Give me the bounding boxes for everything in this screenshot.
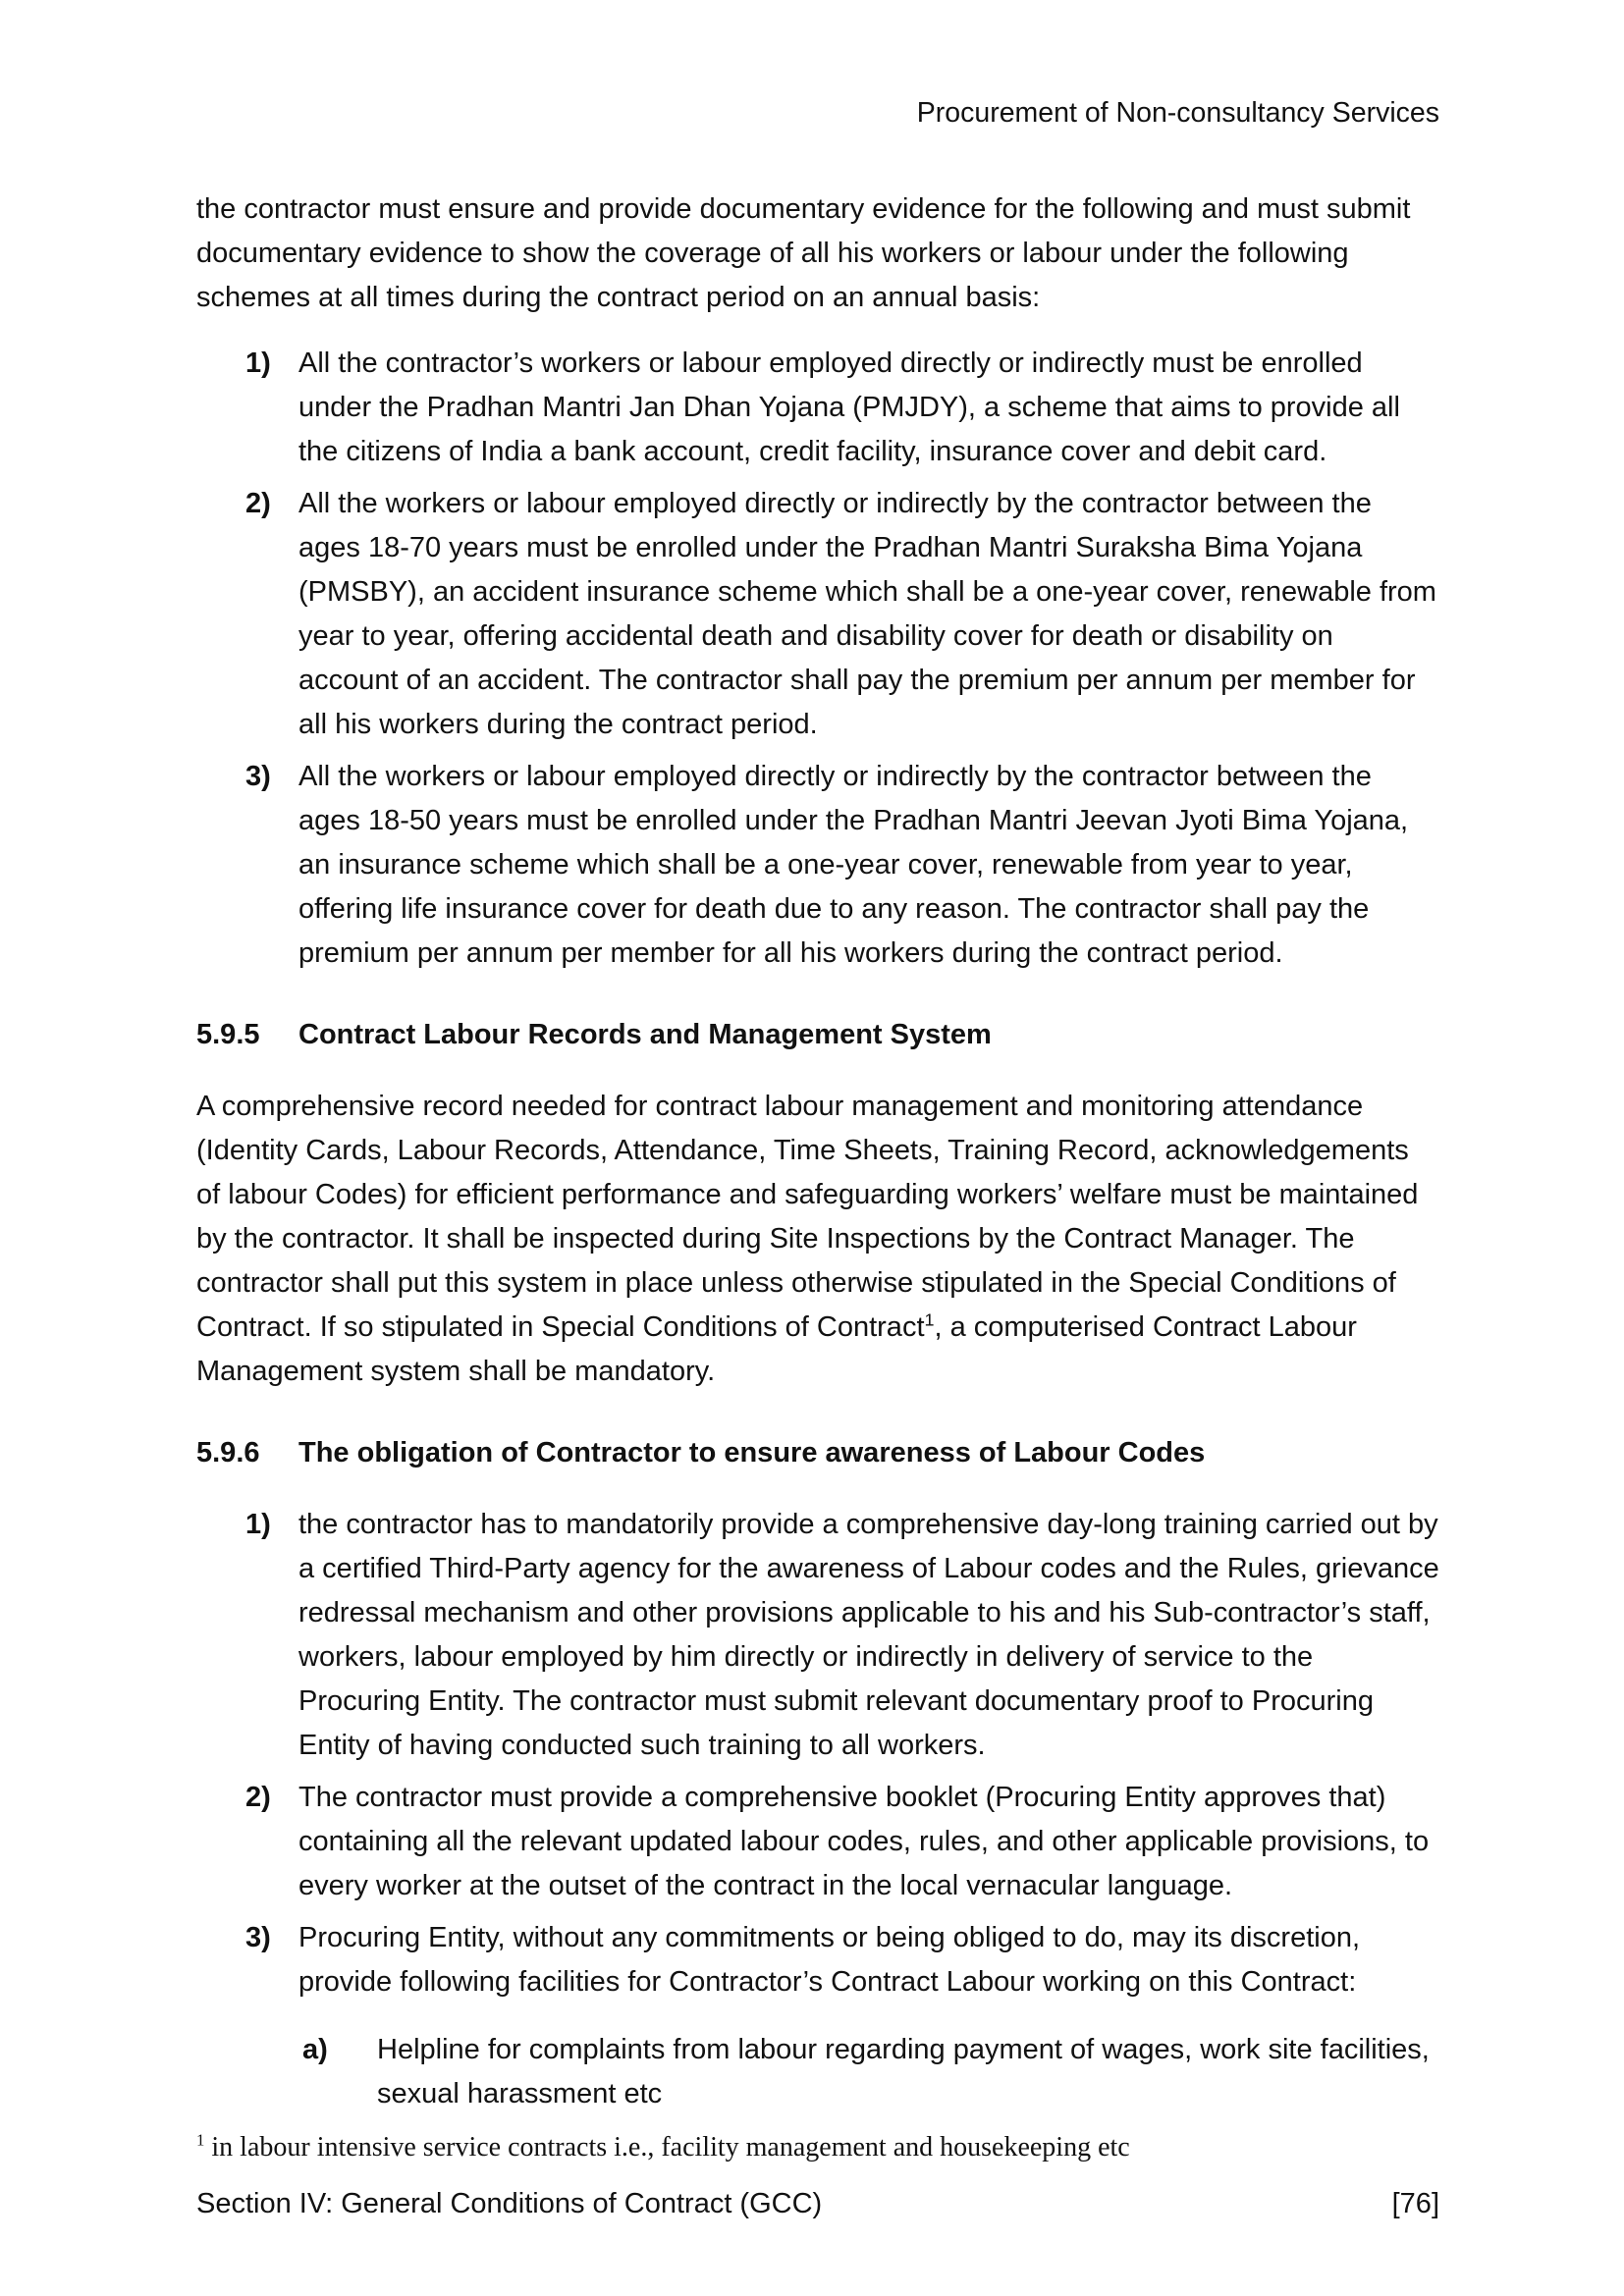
page-header [196, 93, 1439, 133]
section-number: 5.9.6 [196, 1437, 260, 1468]
list-number: 2) [245, 488, 271, 519]
footer-section-label: Section IV: General Conditions of Contract (GCC) [196, 2188, 823, 2219]
list-item [196, 342, 1439, 474]
header-title: Procurement of Non-consultancy Services [916, 97, 1439, 129]
footnote-text: in labour intensive service contracts i.e., facility management and housekeeping etc [204, 2132, 1130, 2163]
footnote [196, 2129, 1439, 2166]
section-title: The obligation of Contractor to ensure awareness of Labour Codes [298, 1437, 1206, 1468]
list-item [196, 1916, 1439, 2004]
page-footer [196, 2184, 1439, 2223]
list-item [196, 1776, 1439, 1908]
paragraph-text: A comprehensive record needed for contract labour management and monitoring attendance (Identity Cards, Labour Records, Attendance, Time Sheets, Training Record, acknowledgements of labour Codes) for efficient performance and safeguarding workers’ welfare must be maintained by the contractor. It shall be inspected during Site Inspections by the Contract Manager. The contractor shall put this system in place unless otherwise stipulated in the Special Conditions of Contract. If so stipulated in Special Conditions of Contract [196, 1091, 1419, 1343]
list-text: All the workers or labour employed directly or indirectly by the contractor between the ages 18-50 years must be enrolled under the Pradhan Mantri Jeevan Jyoti Bima Yojana, an insurance scheme which shall be a one-year cover, renewable from year to year, offering life insurance cover for death due to any reason. The contractor shall pay the premium per annum per member for all his workers during the contract period. [298, 761, 1409, 969]
list-item [196, 482, 1439, 747]
awareness-list [196, 1503, 1439, 2116]
list-text: All the workers or labour employed directly or indirectly by the contractor between the ages 18-70 years must be enrolled under the Pradhan Mantri Suraksha Bima Yojana (PMSBY), an accident insurance scheme which shall be a one-year cover, renewable from year to year, offering accidental death and disability cover for death or disability on account of an accident. The contractor shall pay the premium per annum per member for all his workers during the contract period. [298, 488, 1436, 740]
list-number: 2) [245, 1782, 271, 1813]
list-item [196, 1503, 1439, 1768]
sub-list-item [196, 2028, 1439, 2116]
list-text: The contractor must provide a comprehensive booklet (Procuring Entity approves that) containing all the relevant updated labour codes, rules, and other applicable provisions, to every worker at the outset of the contract in the local vernacular language. [298, 1782, 1430, 1901]
list-number: 3) [245, 761, 271, 792]
footnote-ref: 1 [924, 1309, 935, 1330]
list-number: a) [302, 2034, 328, 2065]
list-text: Helpline for complaints from labour regarding payment of wages, work site facilities, sexual harassment etc [377, 2034, 1430, 2109]
intro-paragraph: the contractor must ensure and provide documentary evidence for the following and must submit documentary evidence to show the coverage of all his workers or labour under the following schemes at all times during the contract period on an annual basis: [196, 193, 1411, 313]
paragraph-text: , a computerised Contract Labour Management system shall be mandatory. [196, 1311, 1357, 1387]
list-text: Procuring Entity, without any commitments or being obliged to do, may its discretion, provide following facilities for Contractor’s Contract Labour working on this Contract: [298, 1922, 1361, 1998]
facilities-sub-list [196, 2028, 1439, 2116]
schemes-list [196, 342, 1439, 976]
list-text: All the contractor’s workers or labour employed directly or indirectly must be enrolled under the Pradhan Mantri Jan Dhan Yojana (PMJDY), a scheme that aims to provide all the citizens of India a bank account, credit facility, insurance cover and debit card. [298, 347, 1400, 467]
section-title: Contract Labour Records and Management System [298, 1019, 992, 1050]
list-number: 3) [245, 1922, 271, 1953]
footer-page-number: [76] [1391, 2188, 1439, 2219]
list-number: 1) [245, 347, 271, 379]
section-heading-596 [196, 1431, 1439, 1475]
footnote-marker: 1 [196, 2130, 205, 2150]
section-heading-595 [196, 1013, 1439, 1057]
list-text: the contractor has to mandatorily provide a comprehensive day-long training carried out by a certified Third-Party agency for the awareness of Labour codes and the Rules, grievance redressal mechanism and other provisions applicable to his and his Sub-contractor’s staff, workers, labour employed by him directly or indirectly in delivery of service to the Procuring Entity. The contractor must submit relevant documentary proof to Procuring Entity of having conducted such training to all workers. [298, 1509, 1439, 1761]
list-item [196, 755, 1439, 976]
section-number: 5.9.5 [196, 1019, 260, 1050]
list-number: 1) [245, 1509, 271, 1540]
section-595-paragraph [196, 1085, 1439, 1394]
